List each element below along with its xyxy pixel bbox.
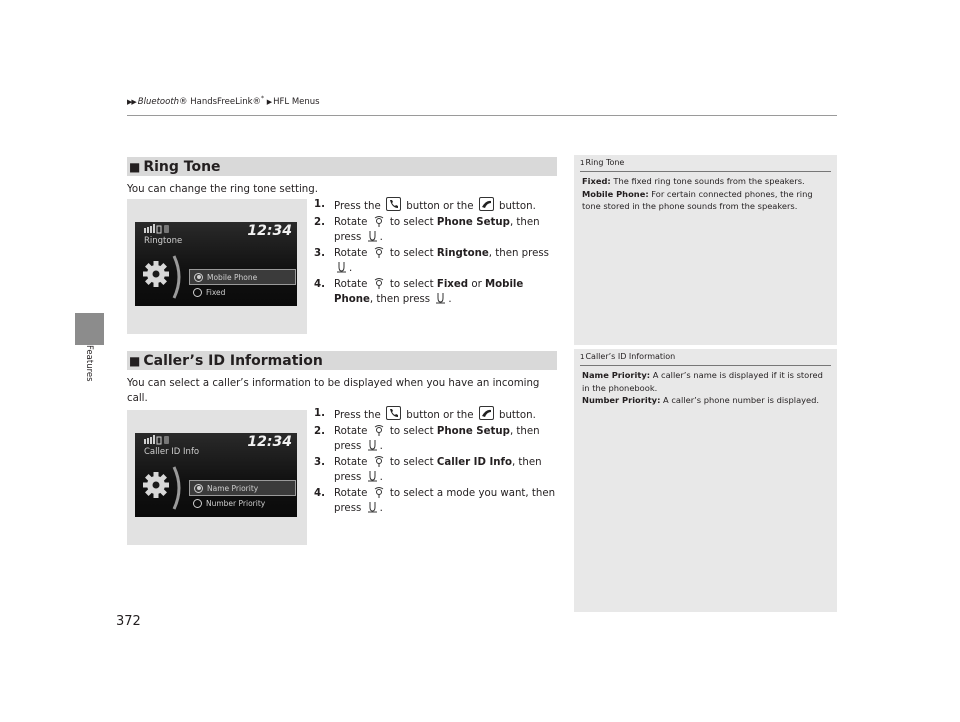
screen-title: Ringtone — [144, 236, 183, 246]
screen-option-selected[interactable]: Mobile Phone — [189, 269, 296, 285]
caller-id-title: Caller’s ID Information — [143, 352, 323, 369]
ring-tone-header — [127, 157, 557, 176]
caller-id-screen — [135, 433, 297, 517]
radio-selected-icon — [194, 273, 203, 282]
caller-id-intro: You can select a caller’s information to be displayed when you have an incoming call. — [127, 378, 540, 404]
radio-icon — [193, 288, 202, 297]
ring-tone-title: Ring Tone — [143, 158, 221, 175]
ring-tone-screen-image — [127, 199, 307, 334]
radio-icon — [193, 499, 202, 508]
section-square-icon: ■ — [129, 353, 141, 368]
press-knob-icon — [367, 230, 378, 242]
note-body — [582, 369, 832, 407]
caller-id-steps — [314, 406, 560, 517]
press-knob-icon — [435, 292, 446, 304]
phone-button-icon — [386, 197, 401, 211]
step-1: 1. Press the button or the button. — [314, 408, 536, 421]
selector-knob-icon — [373, 424, 385, 436]
note-item: Name Priority: A caller’s name is displayed if it is stored in the phonebook. — [582, 370, 823, 393]
breadcrumb-handsfreelink: ® HandsFreeLink® — [179, 96, 262, 107]
screen-option-selected[interactable]: Name Priority — [189, 480, 296, 496]
breadcrumb — [127, 95, 320, 107]
selector-knob-icon — [373, 486, 385, 498]
note-item: Fixed: The fixed ring tone sounds from the speakers. — [582, 176, 805, 186]
note-body — [582, 175, 832, 213]
signal-status-icon — [144, 435, 174, 445]
note-divider — [580, 171, 831, 172]
screen-option[interactable]: Number Priority — [189, 496, 294, 510]
screen-option[interactable]: Fixed — [189, 285, 294, 299]
selector-knob-icon — [373, 246, 385, 258]
ring-tone-screen — [135, 222, 297, 306]
caller-id-note — [574, 349, 837, 612]
ring-tone-intro: You can change the ring tone setting. — [127, 184, 318, 195]
pick-up-button-icon — [479, 197, 494, 211]
note-marker-icon: 1 — [580, 159, 585, 167]
step-4: 4. Rotate to select a mode you want, then press . — [314, 487, 556, 514]
step-3: 3. Rotate to select Caller ID Info, then press . — [314, 456, 542, 483]
radio-selected-icon — [194, 484, 203, 493]
press-knob-icon — [367, 501, 378, 513]
breadcrumb-bluetooth: Bluetooth — [137, 96, 180, 107]
gear-icon — [138, 465, 184, 511]
step-2: 2. Rotate to select Phone Setup, then press . — [314, 425, 540, 452]
breadcrumb-arrow-icon: ▶ — [266, 97, 272, 106]
caller-id-header — [127, 351, 557, 370]
signal-status-icon — [144, 224, 174, 234]
screen-title: Caller ID Info — [144, 447, 200, 457]
screen-clock: 12:34 — [247, 223, 292, 239]
note-marker-icon: 1 — [580, 353, 585, 361]
note-item: Number Priority: A caller’s phone number is displayed. — [582, 395, 820, 405]
note-heading: 1Ring Tone — [580, 158, 625, 167]
selector-knob-icon — [373, 277, 385, 289]
pick-up-button-icon — [479, 406, 494, 420]
step-2: 2. Rotate to select Phone Setup, then press . — [314, 216, 540, 243]
note-heading: 1Caller’s ID Information — [580, 352, 676, 361]
note-divider — [580, 365, 831, 366]
chapter-label: Features — [84, 345, 94, 382]
caller-id-screen-image — [127, 410, 307, 545]
selector-knob-icon — [373, 455, 385, 467]
breadcrumb-asterisk: * — [261, 95, 265, 102]
breadcrumb-arrow-icon: ▶▶ — [127, 97, 136, 106]
phone-button-icon — [386, 406, 401, 420]
selector-knob-icon — [373, 215, 385, 227]
press-knob-icon — [336, 261, 347, 273]
ring-tone-steps — [314, 197, 560, 308]
step-3: 3. Rotate to select Ringtone, then press . — [314, 247, 549, 274]
header-rule — [127, 115, 837, 116]
gear-icon — [138, 254, 184, 300]
screen-clock: 12:34 — [247, 434, 292, 450]
breadcrumb-hfl-menus: HFL Menus — [273, 96, 320, 107]
page-number: 372 — [116, 614, 141, 629]
step-1: 1. Press the button or the button. — [314, 199, 536, 212]
section-square-icon: ■ — [129, 159, 141, 174]
ring-tone-note — [574, 155, 837, 345]
press-knob-icon — [367, 470, 378, 482]
chapter-tab — [75, 313, 104, 345]
press-knob-icon — [367, 439, 378, 451]
note-item: Mobile Phone: For certain connected phones, the ring tone stored in the phone sounds from the speakers. — [582, 188, 813, 211]
step-4: 4. Rotate to select Fixed or Mobile Phone, then press . — [314, 278, 524, 305]
